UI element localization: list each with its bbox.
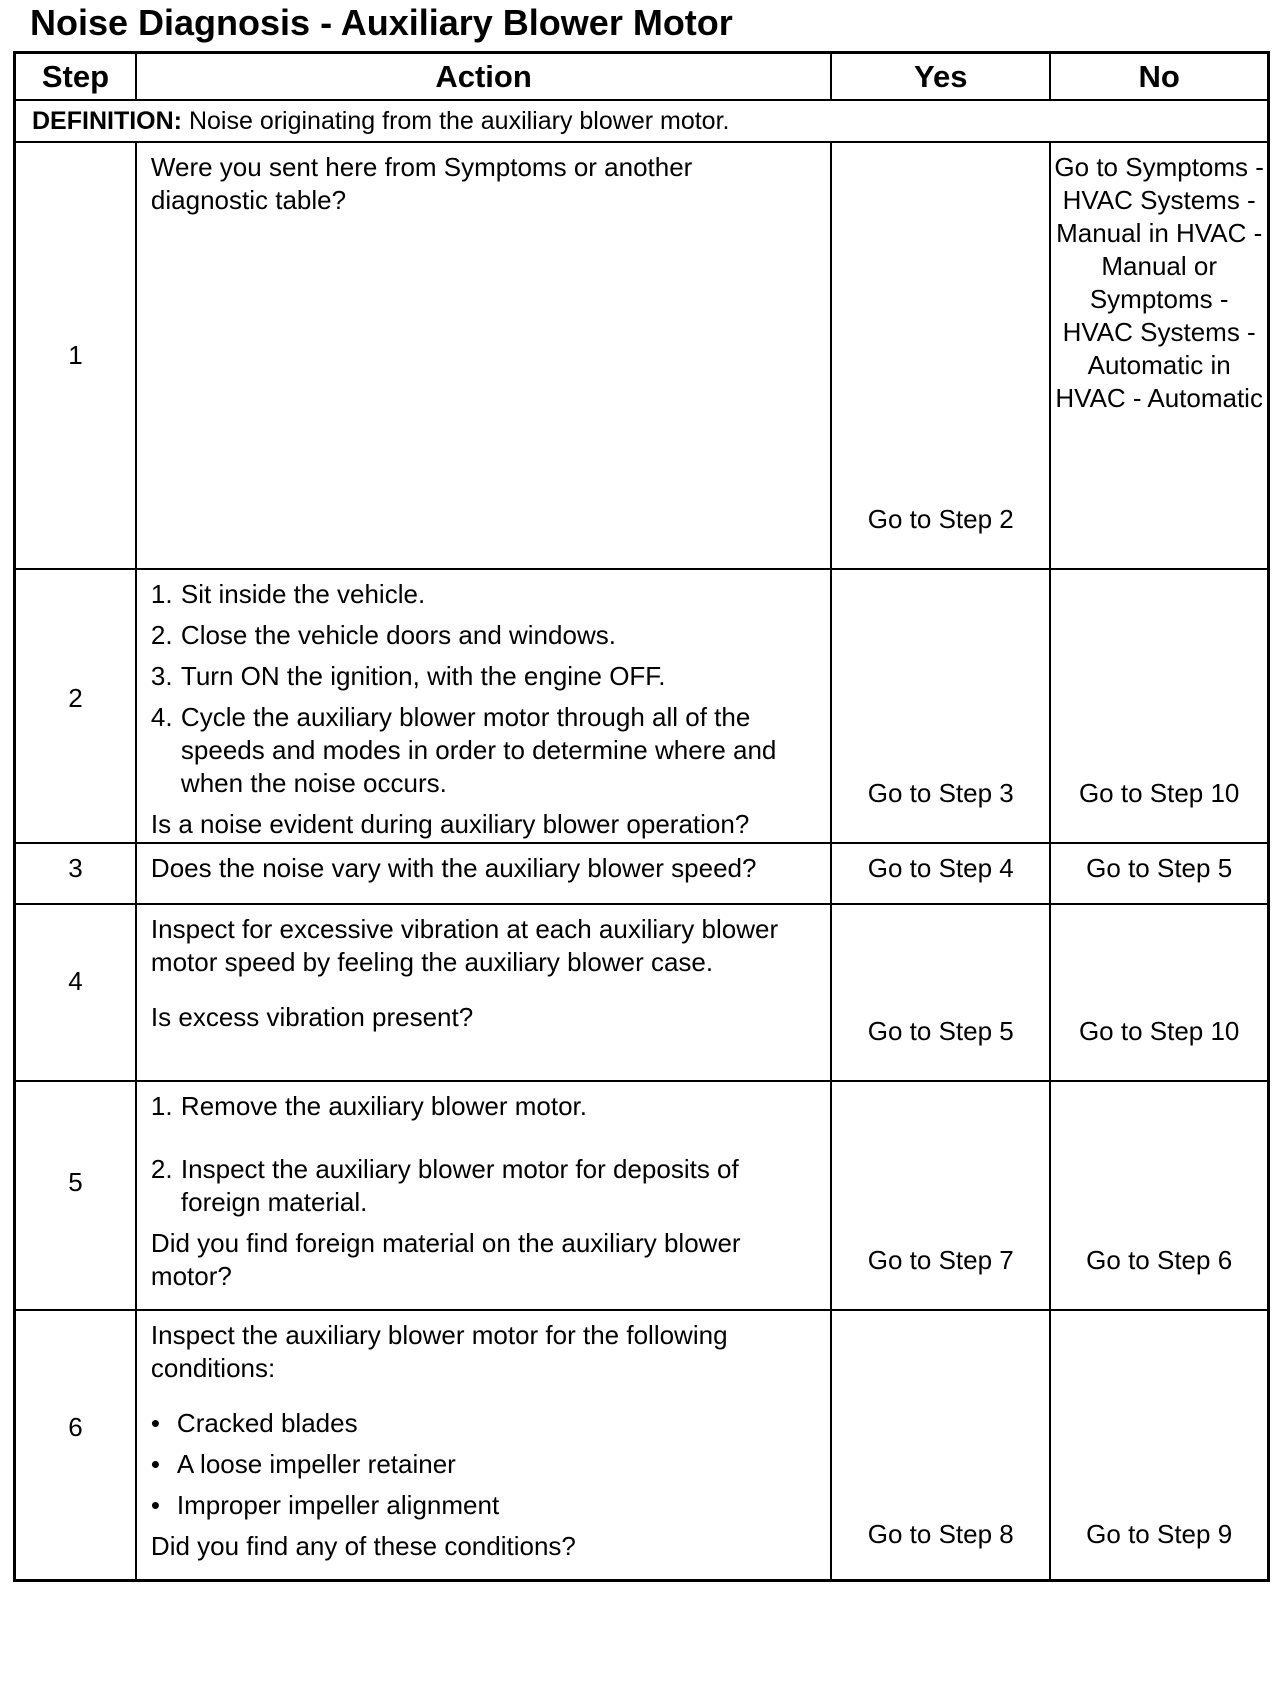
list-item: 1. Remove the auxiliary blower motor. bbox=[150, 1091, 587, 1121]
header-yes: Yes bbox=[831, 53, 1050, 101]
step-number: 5 bbox=[15, 1081, 136, 1310]
page-title: Noise Diagnosis - Auxiliary Blower Motor bbox=[30, 2, 733, 43]
no-cell: Go to Step 9 bbox=[1050, 1310, 1268, 1580]
list-item: 2. Inspect the auxiliary blower motor for deposits of foreign material. bbox=[150, 1154, 739, 1217]
yes-cell: Go to Step 7 bbox=[831, 1081, 1050, 1310]
no-cell: Go to Step 10 bbox=[1050, 904, 1268, 1081]
yes-cell: Go to Step 8 bbox=[831, 1310, 1050, 1580]
table-row bbox=[15, 142, 1269, 569]
definition-row bbox=[15, 100, 1269, 142]
no-cell: Go to Step 5 bbox=[1050, 843, 1268, 904]
question-text: Did you find any of these conditions? bbox=[150, 1531, 576, 1561]
definition-text: Noise originating from the auxiliary blower motor. bbox=[188, 106, 730, 135]
action-text: Inspect for excessive vibration at each auxiliary blower motor speed by feeling the auxiliary blower case. bbox=[150, 914, 779, 977]
no-cell: Go to Step 6 bbox=[1050, 1081, 1268, 1310]
table-row bbox=[15, 843, 1269, 904]
step-number: 6 bbox=[15, 1310, 136, 1580]
action-text: Inspect the auxiliary blower motor for the following conditions: bbox=[150, 1320, 728, 1383]
list-item: • Improper impeller alignment bbox=[150, 1490, 500, 1520]
header-action: Action bbox=[136, 53, 831, 101]
yes-cell: Go to Step 5 bbox=[831, 904, 1050, 1081]
header-row bbox=[15, 53, 1269, 101]
step-number: 2 bbox=[15, 569, 136, 843]
list-item: 3. Turn ON the ignition, with the engine OFF. bbox=[150, 661, 666, 691]
action-cell bbox=[136, 904, 831, 1081]
no-cell: Go to Symptoms - HVAC Systems - Manual in HVAC - Manual or Symptoms - HVAC Systems - Automatic in HVAC - Automatic bbox=[1050, 142, 1268, 569]
yes-cell: Go to Step 3 bbox=[831, 569, 1050, 843]
header-no: No bbox=[1050, 53, 1268, 101]
list-item: 4. Cycle the auxiliary blower motor through all of the speeds and modes in order to determine where and when the noise occurs. bbox=[150, 702, 777, 798]
question-text: Is a noise evident during auxiliary blower operation? bbox=[150, 809, 750, 839]
list-item: • Cracked blades bbox=[150, 1408, 358, 1438]
definition-label: DEFINITION: bbox=[32, 106, 182, 135]
list-item: 2. Close the vehicle doors and windows. bbox=[150, 620, 616, 650]
list-item: 1. Sit inside the vehicle. bbox=[150, 579, 426, 609]
table-row bbox=[15, 1081, 1269, 1310]
yes-cell: Go to Step 2 bbox=[831, 142, 1050, 569]
table-row bbox=[15, 569, 1269, 843]
action-cell bbox=[136, 1081, 831, 1310]
action-cell bbox=[136, 1310, 831, 1580]
table-row bbox=[15, 1310, 1269, 1580]
yes-cell: Go to Step 4 bbox=[831, 843, 1050, 904]
action-cell bbox=[136, 569, 831, 843]
step-number: 1 bbox=[15, 142, 136, 569]
no-cell: Go to Step 10 bbox=[1050, 569, 1268, 843]
step-number: 3 bbox=[15, 843, 136, 904]
action-cell bbox=[136, 843, 831, 904]
list-item: • A loose impeller retainer bbox=[150, 1449, 456, 1479]
action-text: Were you sent here from Symptoms or another diagnostic table? bbox=[150, 152, 693, 215]
question-text: Is excess vibration present? bbox=[150, 1002, 474, 1032]
diagnosis-table bbox=[13, 51, 1270, 1582]
table-row bbox=[15, 904, 1269, 1081]
action-cell bbox=[136, 142, 831, 569]
step-number: 4 bbox=[15, 904, 136, 1081]
header-step: Step bbox=[15, 53, 136, 101]
question-text: Did you find foreign material on the auxiliary blower motor? bbox=[150, 1228, 741, 1291]
question-text: Does the noise vary with the auxiliary blower speed? bbox=[150, 853, 757, 883]
